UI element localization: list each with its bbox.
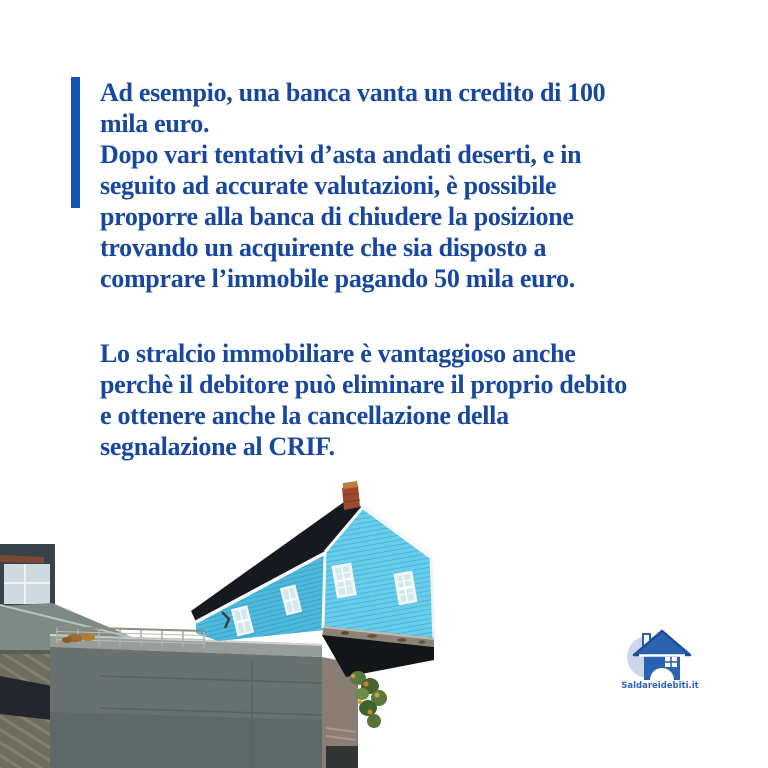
paragraph-example (100, 77, 627, 294)
text-line: Ad esempio, una banca vanta un credito di 100 (100, 78, 606, 107)
saldareidebiti-logo (612, 626, 708, 698)
text-line: Lo stralcio immobiliare è vantaggioso anche (100, 339, 576, 368)
text-line: trovando un acquirente che sia disposto a (100, 233, 547, 262)
text-line: comprare l’immobile pagando 50 mila euro. (100, 264, 575, 293)
text-line: segnalazione al CRIF. (100, 432, 335, 461)
logo-website-label: Saldareidebiti.it (621, 681, 699, 691)
house-on-ledge-photo (0, 480, 470, 768)
paragraph-benefits (100, 338, 627, 462)
text-line: perchè il debitore può eliminare il proprio debito (100, 370, 627, 399)
text-line: seguito ad accurate valutazioni, è possibile (100, 171, 557, 200)
text-line: mila euro. (100, 109, 210, 138)
quote-text-block (100, 77, 627, 462)
quote-accent-bar (71, 77, 80, 208)
text-line: e ottenere anche la cancellazione della (100, 401, 509, 430)
text-line: Dopo vari tentativi d’asta andati deserti, e in (100, 140, 582, 169)
text-line: proporre alla banca di chiudere la posizione (100, 202, 574, 231)
adjacent-building (0, 544, 55, 608)
